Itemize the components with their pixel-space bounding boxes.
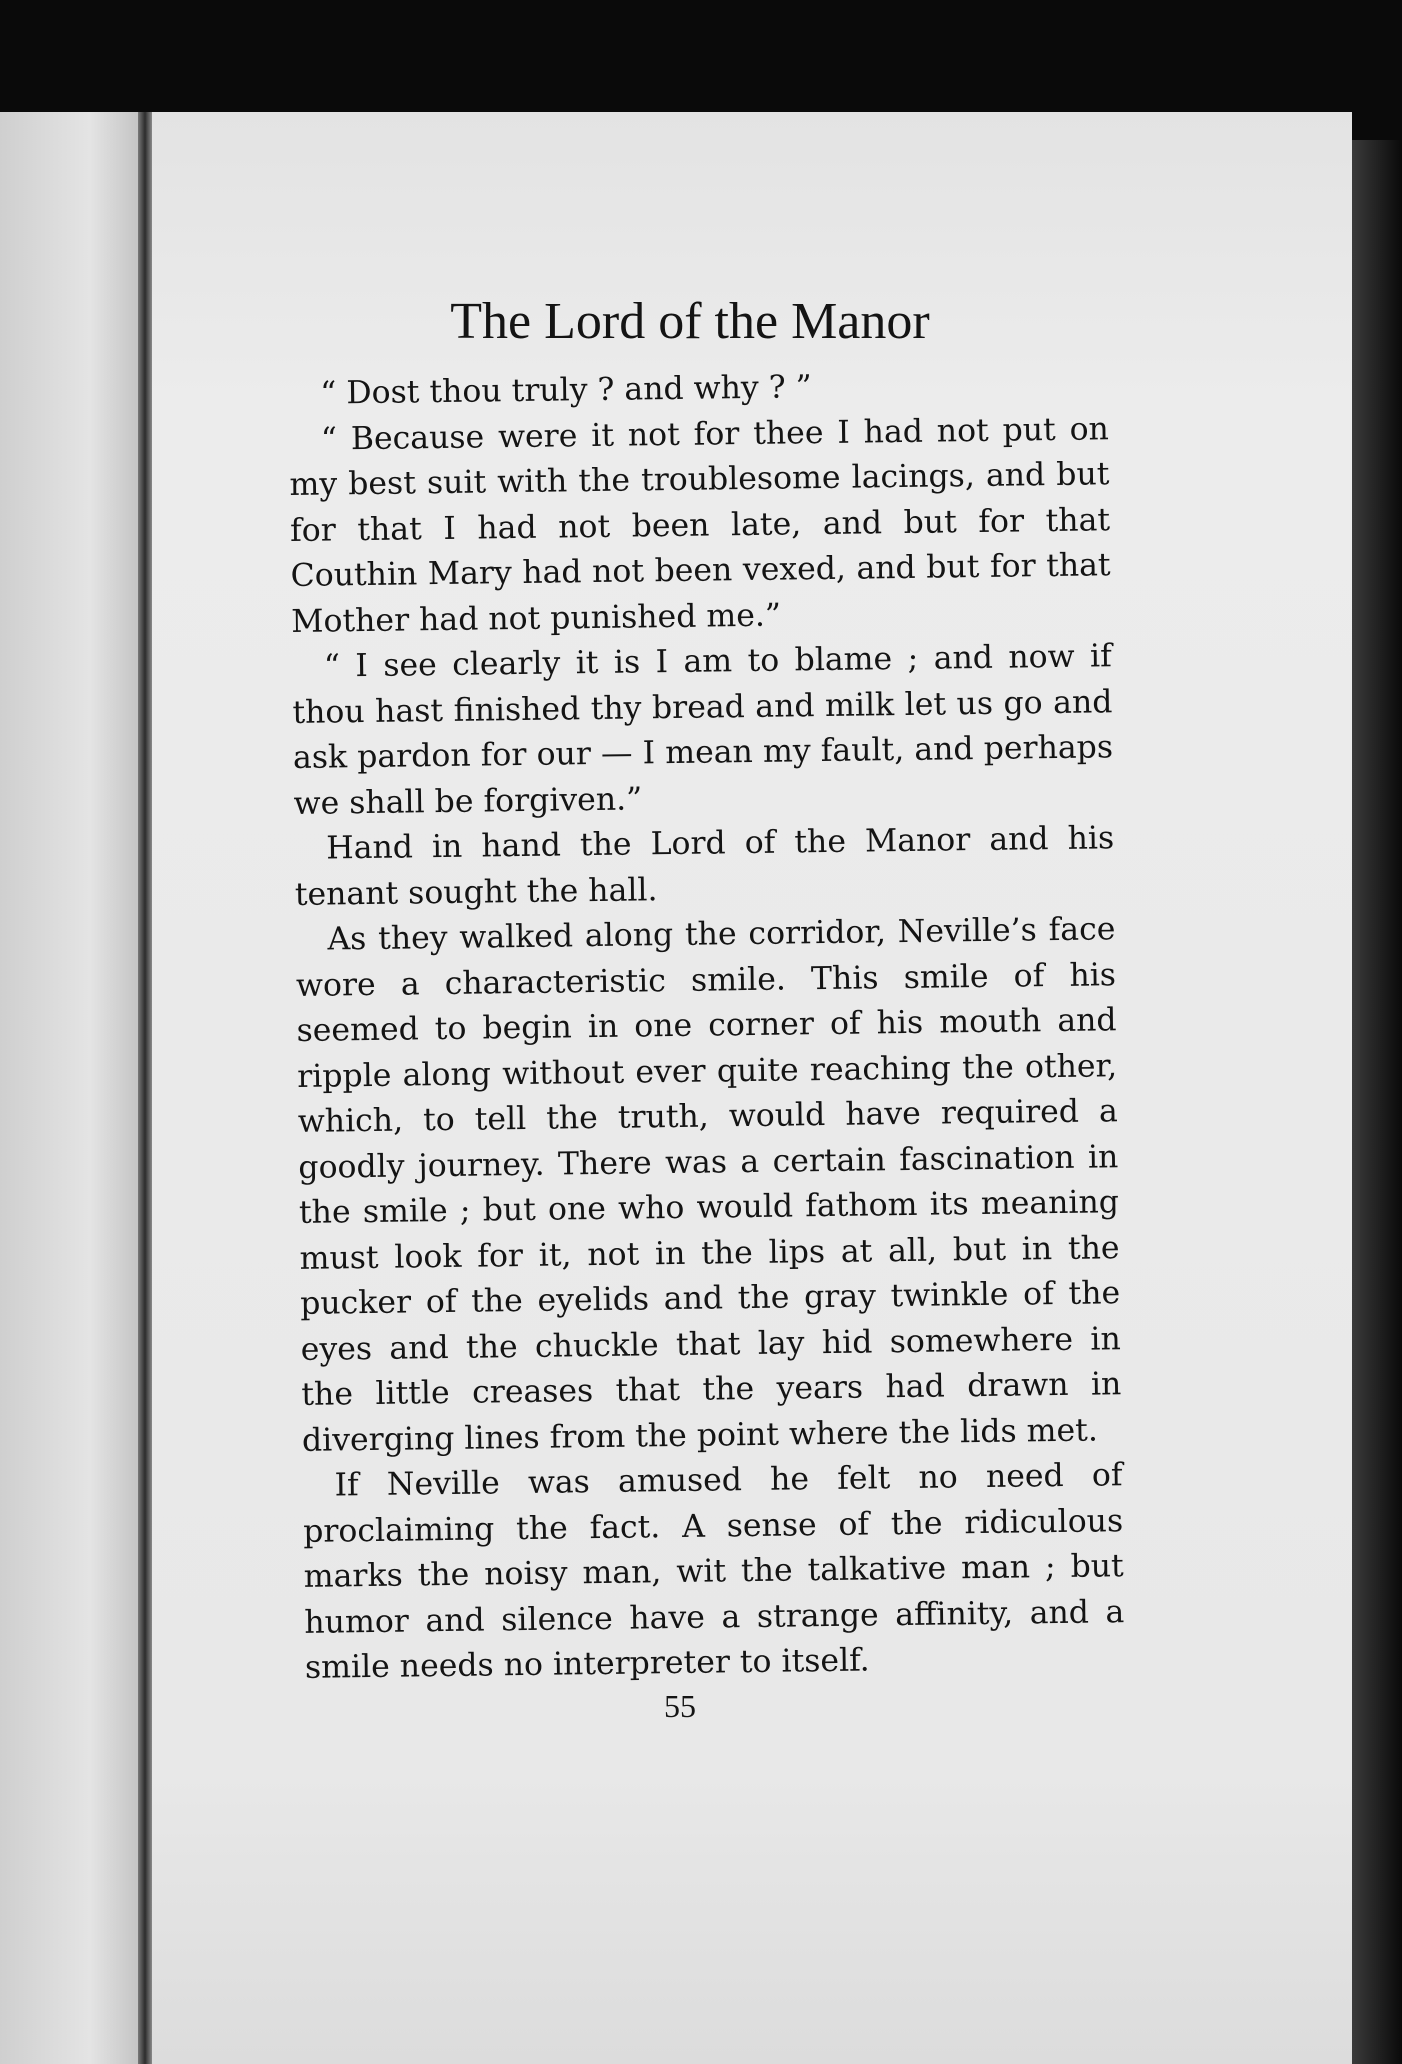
page-edge-shadow: [1352, 140, 1402, 2064]
facing-page: [0, 112, 150, 2064]
body-text: [288, 361, 1125, 1691]
paragraph: “ Because were it not for thee I had not put on my best suit with the troublesome lacings, and but for that I had not been late, and but for that Couthin Mary had not been vexed, and but for that Mother had not punished me.”: [289, 410, 1111, 640]
paragraph: “ Dost thou truly ? and why ? ”: [320, 369, 812, 412]
paragraph: “ I see clearly it is I am to blame ; and now if thou hast finished thy bread and milk let us go and ask pardon for our — I mean my fault, and perhaps we shall be forgiven.”: [292, 638, 1114, 822]
paragraph: Hand in hand the Lord of the Manor and his tenant sought the hall.: [294, 820, 1115, 913]
page-number: 55: [664, 1688, 696, 1724]
book-gutter: [138, 112, 152, 2064]
paragraph: As they walked along the corridor, Neville’s face wore a characteristic smile. This smile of his seemed to begin in one corner of his mouth and ripple along without ever quite reaching the other, which, to tell the truth, would have required a goodly journey. There was a certain fascination in the smile ; but one who would fathom its meaning must look for it, not in the lips at all, but in the pucker of the eyelids and the gray twinkle of the eyes and the chuckle that lay hid somewhere in the little creases that the years had drawn in diverging lines from the point where the lids met.: [295, 911, 1122, 1459]
running-head: The Lord of the Manor: [450, 293, 930, 350]
paragraph: If Neville was amused he felt no need of proclaiming the fact. A sense of the ridiculous marks the noisy man, wit the talkative man ; but humor and silence have a strange affinity, and a smile needs no interpreter to itself.: [302, 1457, 1125, 1686]
